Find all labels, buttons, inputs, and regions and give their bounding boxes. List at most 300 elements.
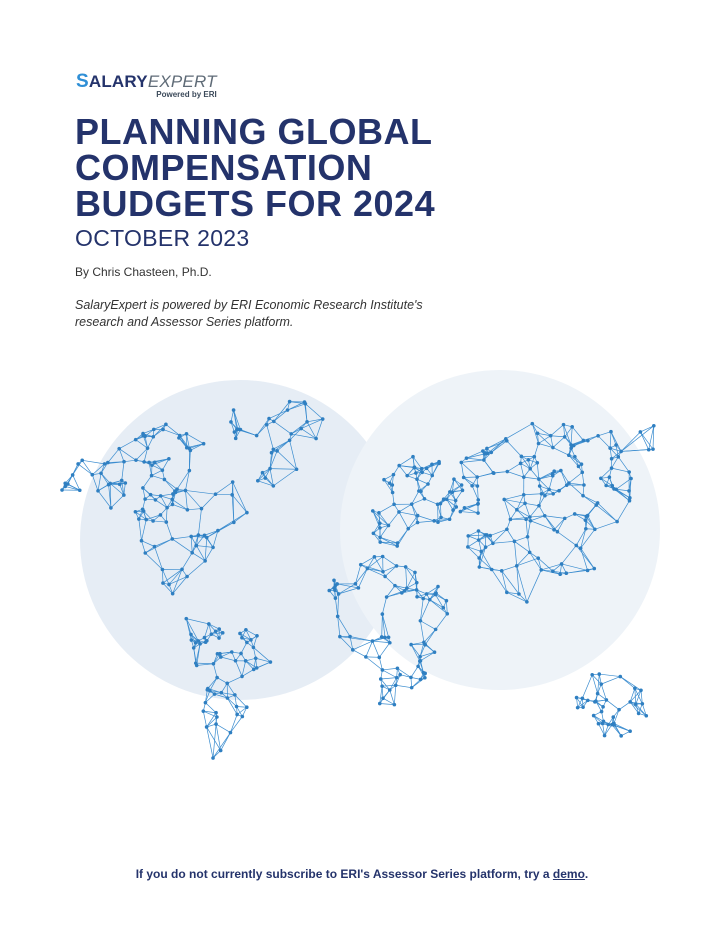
mesh-node <box>537 477 541 481</box>
mesh-node <box>214 711 218 715</box>
mesh-node <box>610 466 614 470</box>
mesh-node <box>215 676 219 680</box>
mesh-node <box>569 446 573 450</box>
mesh-node <box>351 648 355 652</box>
logo-expert-text: EXPERT <box>147 72 217 91</box>
mesh-node <box>527 458 531 462</box>
mesh-node <box>596 434 600 438</box>
mesh-node <box>378 540 382 544</box>
mesh-link <box>382 685 396 686</box>
mesh-node <box>244 628 248 632</box>
mesh-node <box>416 665 420 669</box>
mesh-node <box>141 434 145 438</box>
mesh-node <box>267 417 271 421</box>
mesh-node <box>152 428 156 432</box>
mesh-node <box>252 646 256 650</box>
logo-salary-rest: ALARY <box>88 72 148 91</box>
mesh-node <box>194 661 198 665</box>
mesh-node <box>579 546 583 550</box>
mesh-node <box>466 534 470 538</box>
mesh-node <box>574 544 578 548</box>
mesh-node <box>321 417 325 421</box>
mesh-node <box>484 545 488 549</box>
australia-mesh <box>575 672 648 737</box>
mesh-node <box>475 475 479 479</box>
mesh-node <box>392 503 396 507</box>
mesh-node <box>610 457 614 461</box>
map-background-circles <box>80 370 660 700</box>
mesh-node <box>397 464 401 468</box>
mesh-node <box>478 565 482 569</box>
mesh-node <box>491 541 495 545</box>
mesh-node <box>523 502 527 506</box>
mesh-node <box>442 497 446 501</box>
logo-powered-by: Powered by ERI <box>156 90 217 99</box>
mesh-node <box>537 504 541 508</box>
mesh-node <box>637 712 641 716</box>
mesh-node <box>476 498 480 502</box>
mesh-node <box>454 499 458 503</box>
mesh-link <box>382 670 396 678</box>
mesh-node <box>80 458 84 462</box>
mesh-node <box>167 583 171 587</box>
mesh-node <box>509 518 513 522</box>
mesh-node <box>117 447 121 451</box>
mesh-node <box>383 575 387 579</box>
mesh-node <box>245 511 249 515</box>
mesh-link <box>606 700 619 710</box>
mesh-node <box>380 635 384 639</box>
mesh-node <box>451 490 455 494</box>
mesh-node <box>403 589 407 593</box>
mesh-node <box>241 715 245 719</box>
mesh-link <box>372 641 379 657</box>
mesh-node <box>235 705 239 709</box>
mesh-node <box>161 568 165 572</box>
mesh-node <box>141 486 145 490</box>
mesh-node <box>448 517 452 521</box>
mesh-node <box>488 534 492 538</box>
mesh-node <box>371 639 375 643</box>
mesh-link <box>78 464 92 475</box>
mesh-node <box>537 442 541 446</box>
mesh-node <box>599 682 603 686</box>
mesh-node <box>357 586 361 590</box>
mesh-node <box>476 511 480 515</box>
mesh-node <box>410 502 414 506</box>
mesh-node <box>161 428 165 432</box>
mesh-node <box>197 533 201 537</box>
mesh-node <box>628 729 632 733</box>
mesh-node <box>419 678 423 682</box>
mesh-node <box>481 449 485 453</box>
mesh-link <box>205 703 216 713</box>
mesh-node <box>144 518 148 522</box>
mesh-node <box>388 641 392 645</box>
mesh-node <box>463 506 467 510</box>
mesh-node <box>289 432 293 436</box>
mesh-node <box>551 569 555 573</box>
mesh-node <box>552 528 556 532</box>
mesh-node <box>410 686 414 690</box>
mesh-node <box>600 710 604 714</box>
mesh-link <box>394 685 395 704</box>
mesh-node <box>513 540 517 544</box>
mesh-node <box>385 595 389 599</box>
mesh-node <box>239 428 243 432</box>
mesh-node <box>596 692 600 696</box>
mesh-node <box>232 408 236 412</box>
page-title <box>75 111 436 224</box>
mesh-node <box>255 634 259 638</box>
mesh-node <box>78 488 82 492</box>
mesh-node <box>395 544 399 548</box>
mesh-node <box>466 545 470 549</box>
footer-text: If you do not currently subscribe to ERI's Assessor Series platform, try a <box>135 867 553 881</box>
mesh-node <box>189 633 193 637</box>
mesh-node <box>188 469 192 473</box>
mesh-node <box>601 705 605 709</box>
mesh-node <box>147 461 151 465</box>
mesh-node <box>159 494 163 498</box>
mesh-node <box>486 452 490 456</box>
mesh-node <box>558 572 562 576</box>
mesh-node <box>299 427 303 431</box>
mesh-node <box>454 505 458 509</box>
mesh-node <box>211 546 215 550</box>
mesh-node <box>336 615 340 619</box>
mesh-node <box>437 460 441 464</box>
mesh-node <box>195 544 199 548</box>
mesh-node <box>230 493 234 497</box>
mesh-node <box>161 468 165 472</box>
mesh-node <box>539 568 543 572</box>
mesh-node <box>192 646 196 650</box>
mesh-node <box>639 430 643 434</box>
mesh-node <box>413 571 417 575</box>
mesh-node <box>485 533 489 537</box>
mesh-node <box>391 491 395 495</box>
mesh-node <box>203 636 207 640</box>
mesh-node <box>171 592 175 596</box>
mesh-node <box>404 565 408 569</box>
mesh-node <box>99 471 103 475</box>
mesh-node <box>436 503 440 507</box>
mesh-node <box>216 529 220 533</box>
world-network-map <box>40 340 680 790</box>
mesh-link <box>353 650 366 657</box>
mesh-node <box>543 514 547 518</box>
mesh-node <box>549 434 553 438</box>
mesh-node <box>190 551 194 555</box>
mesh-node <box>520 455 524 459</box>
mesh-node <box>150 474 154 478</box>
mesh-node <box>229 731 233 735</box>
mesh-node <box>639 688 643 692</box>
mesh-node <box>529 519 533 523</box>
mesh-node <box>189 535 193 539</box>
mesh-node <box>612 487 616 491</box>
mesh-node <box>206 688 210 692</box>
mesh-node <box>502 498 506 502</box>
mesh-node <box>149 493 153 497</box>
mesh-node <box>388 481 392 485</box>
mesh-link <box>601 677 620 685</box>
mesh-node <box>581 494 585 498</box>
mesh-node <box>409 643 413 647</box>
mesh-node <box>245 705 249 709</box>
mesh-node <box>533 455 537 459</box>
mesh-node <box>167 457 171 461</box>
mesh-node <box>462 476 466 480</box>
mesh-node <box>482 458 486 462</box>
mesh-node <box>214 492 218 496</box>
mesh-node <box>597 722 601 726</box>
mesh-node <box>577 465 581 469</box>
mesh-node <box>597 672 601 676</box>
mesh-node <box>64 485 68 489</box>
mesh-link <box>396 685 412 687</box>
mesh-node <box>419 619 423 623</box>
mesh-node <box>593 527 597 531</box>
mesh-link <box>619 702 630 710</box>
mesh-node <box>612 722 616 726</box>
mesh-node <box>226 696 230 700</box>
mesh-node <box>491 471 495 475</box>
mesh-node <box>348 635 352 639</box>
mesh-node <box>177 436 181 440</box>
mesh-node <box>212 662 216 666</box>
mesh-node <box>423 497 427 501</box>
mesh-node <box>96 489 100 493</box>
mesh-link <box>412 678 425 688</box>
mesh-node <box>652 424 656 428</box>
mesh-node <box>202 709 206 713</box>
mesh-node <box>525 600 529 604</box>
mesh-node <box>217 627 221 631</box>
mesh-node <box>333 588 337 592</box>
mesh-node <box>576 706 580 710</box>
mesh-node <box>445 612 449 616</box>
mesh-node <box>517 592 521 596</box>
mesh-node <box>338 635 342 639</box>
mesh-node <box>594 699 598 703</box>
mesh-node <box>164 423 168 427</box>
mesh-node <box>582 439 586 443</box>
mesh-node <box>211 756 215 760</box>
mesh-node <box>134 510 138 514</box>
mesh-node <box>205 639 209 643</box>
mesh-link <box>230 714 237 732</box>
mesh-node <box>426 482 430 486</box>
mesh-node <box>245 641 249 645</box>
mesh-link <box>382 668 397 670</box>
mesh-node <box>479 550 483 554</box>
salaryexpert-logo <box>76 72 217 99</box>
mesh-node <box>540 492 544 496</box>
mesh-node <box>235 428 239 432</box>
mesh-node <box>63 482 67 486</box>
mesh-node <box>609 430 613 434</box>
mesh-node <box>175 487 179 491</box>
mesh-node <box>436 585 440 589</box>
mesh-node <box>378 521 382 525</box>
mesh-node <box>592 567 596 571</box>
mesh-node <box>304 402 308 406</box>
mesh-node <box>417 489 421 493</box>
mesh-node <box>416 521 420 525</box>
mesh-node <box>143 551 147 555</box>
mesh-node <box>641 702 645 706</box>
mesh-node <box>459 510 463 514</box>
mesh-node <box>562 423 566 427</box>
mesh-node <box>366 567 370 571</box>
mesh-node <box>528 515 532 519</box>
mesh-node <box>373 555 377 559</box>
mesh-node <box>604 484 608 488</box>
mesh-node <box>581 696 585 700</box>
mesh-link <box>379 643 390 658</box>
mesh-node <box>581 705 585 709</box>
mesh-node <box>592 714 596 718</box>
mesh-node <box>584 518 588 522</box>
mesh-node <box>159 513 163 517</box>
mesh-node <box>154 498 158 502</box>
mesh-node <box>569 443 573 447</box>
mesh-link <box>599 674 620 677</box>
mesh-node <box>120 479 124 483</box>
mesh-node <box>505 527 509 531</box>
mesh-node <box>565 483 569 487</box>
mesh-node <box>610 484 614 488</box>
mesh-node <box>216 652 220 656</box>
mesh-node <box>108 482 112 486</box>
mesh-node <box>305 420 309 424</box>
mesh-node <box>586 699 590 703</box>
mesh-node <box>415 595 419 599</box>
mesh-node <box>393 584 397 588</box>
mesh-node <box>428 598 432 602</box>
mesh-node <box>434 593 438 597</box>
mesh-node <box>163 478 167 482</box>
mesh-node <box>567 453 571 457</box>
mesh-node <box>538 484 542 488</box>
mesh-node <box>608 446 612 450</box>
mesh-node <box>564 571 568 575</box>
mesh-node <box>543 494 547 498</box>
mesh-node <box>425 467 429 471</box>
demo-link[interactable]: demo <box>552 867 585 881</box>
mesh-node <box>231 480 235 484</box>
mesh-node <box>215 715 219 719</box>
mesh-node <box>141 507 145 511</box>
footer-cta <box>0 867 724 881</box>
mesh-node <box>151 435 155 439</box>
mesh-node <box>76 462 80 466</box>
mesh-node <box>526 535 530 539</box>
mesh-node <box>441 606 445 610</box>
mesh-node <box>335 582 339 586</box>
mesh-node <box>586 569 590 573</box>
powered-by-paragraph: SalaryExpert is powered by ERI Economic Research Institute's research and Assessor Series platform. <box>75 298 423 329</box>
mesh-node <box>295 467 299 471</box>
mesh-node <box>535 461 539 465</box>
mesh-node <box>573 512 577 516</box>
mesh-node <box>381 668 385 672</box>
mesh-node <box>214 629 218 633</box>
mesh-node <box>614 443 618 447</box>
mesh-node <box>234 437 238 441</box>
mesh-node <box>122 460 126 464</box>
mesh-node <box>134 458 138 462</box>
mesh-node <box>460 483 464 487</box>
mesh-node <box>418 655 422 659</box>
mesh-node <box>590 673 594 677</box>
mesh-node <box>252 668 256 672</box>
mesh-node <box>393 703 397 707</box>
mesh-node <box>234 659 238 663</box>
mesh-node <box>229 420 233 424</box>
mesh-node <box>377 511 381 515</box>
mesh-node <box>204 701 208 705</box>
mesh-node <box>628 700 632 704</box>
mesh-node <box>627 489 631 493</box>
mesh-node <box>415 588 419 592</box>
mesh-node <box>452 477 456 481</box>
mesh-node <box>137 517 141 521</box>
title-line-3: BUDGETS FOR 2024 <box>75 183 436 224</box>
mesh-node <box>261 471 265 475</box>
mesh-node <box>225 682 229 686</box>
mesh-link <box>216 724 230 732</box>
mesh-node <box>406 527 410 531</box>
mesh-node <box>616 455 620 459</box>
mesh-node <box>490 568 494 572</box>
mesh-node <box>269 660 273 664</box>
mesh-node <box>515 508 519 512</box>
mesh-node <box>207 622 211 626</box>
mesh-node <box>388 688 392 692</box>
mesh-node <box>288 439 292 443</box>
mesh-node <box>619 450 623 454</box>
mesh-node <box>256 479 260 483</box>
mesh-node <box>524 517 528 521</box>
mesh-node <box>354 582 358 586</box>
mesh-node <box>232 521 236 525</box>
mesh-node <box>198 642 202 646</box>
mesh-node <box>203 559 207 563</box>
mesh-node <box>230 650 234 654</box>
mesh-node <box>619 734 623 738</box>
mesh-node <box>423 676 427 680</box>
mesh-node <box>382 478 386 482</box>
mesh-node <box>504 437 508 441</box>
logo-salary-text: SALARY <box>76 71 148 92</box>
mesh-node <box>461 489 465 493</box>
mesh-node <box>396 541 400 545</box>
mesh-node <box>560 562 564 566</box>
mesh-node <box>398 673 402 677</box>
mesh-node <box>153 545 157 549</box>
mesh-node <box>615 520 619 524</box>
mesh-node <box>602 720 606 724</box>
mesh-node <box>239 652 243 656</box>
mesh-node <box>380 684 384 688</box>
title-line-2: COMPENSATION <box>75 147 373 188</box>
mesh-node <box>556 530 560 534</box>
mesh-node <box>420 467 424 471</box>
mesh-node <box>233 693 237 697</box>
